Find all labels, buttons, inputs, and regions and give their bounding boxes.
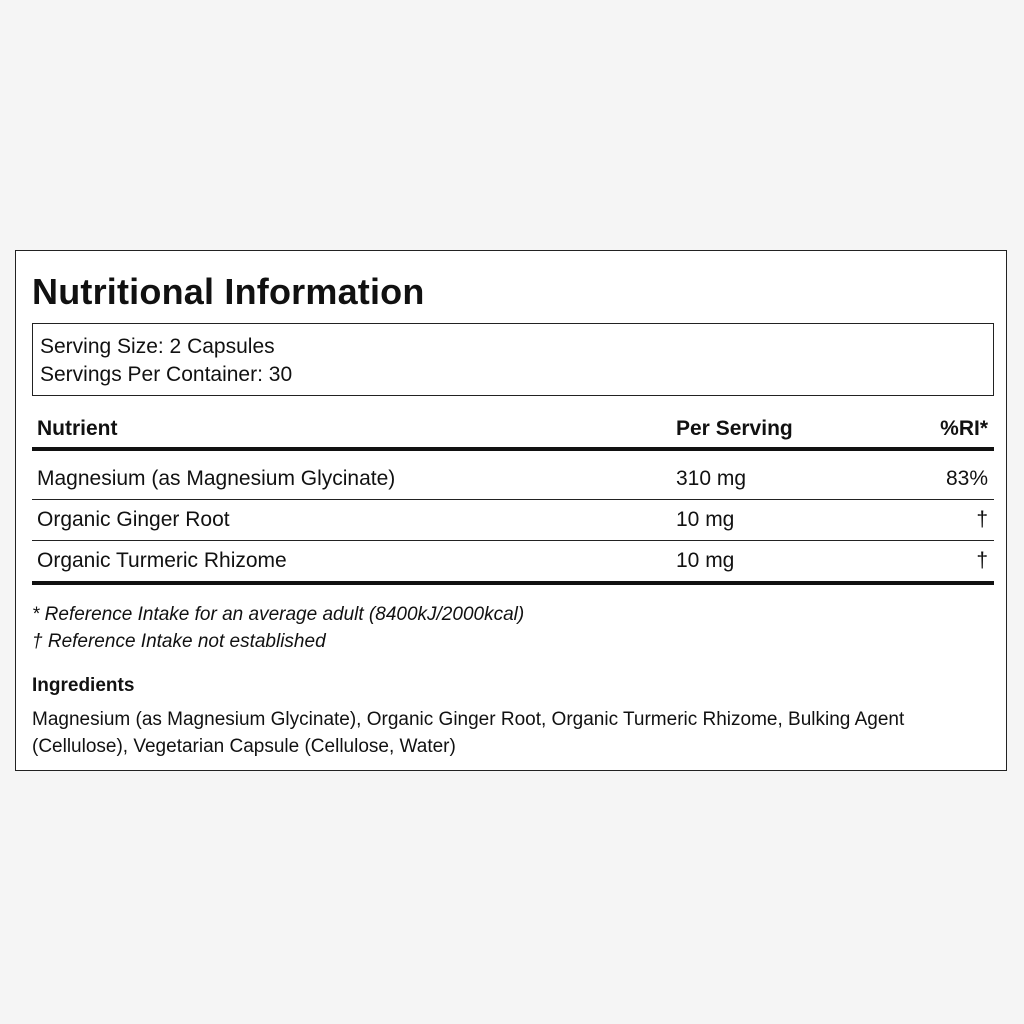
nutrient-name: Organic Turmeric Rhizome (37, 549, 287, 572)
servings-per-container: Servings Per Container: 30 (40, 363, 293, 386)
dagger-footnote: † Reference Intake not established (32, 631, 326, 652)
header-nutrient: Nutrient (37, 417, 118, 440)
nutrient-table (32, 411, 994, 585)
per-serving-value: 10 mg (676, 549, 735, 572)
header-ri: %RI* (940, 417, 988, 440)
ri-footnote: * Reference Intake for an average adult (8400kJ/2000kcal) (32, 604, 525, 625)
per-serving-value: 310 mg (676, 467, 747, 490)
table-header-row (32, 411, 994, 451)
table-row (32, 500, 994, 541)
panel-title: Nutritional Information (32, 271, 425, 312)
ri-value: † (976, 508, 988, 531)
serving-size: Serving Size: 2 Capsules (40, 335, 275, 358)
ri-value: † (976, 549, 988, 572)
nutrient-name: Magnesium (as Magnesium Glycinate) (37, 467, 396, 490)
per-serving-value: 10 mg (676, 508, 735, 531)
nutrient-name: Organic Ginger Root (37, 508, 230, 531)
footnotes (32, 601, 524, 655)
table-row (32, 459, 994, 500)
ingredients-text: Magnesium (as Magnesium Glycinate), Organic Ginger Root, Organic Turmeric Rhizome, Bulking Agent (Cellulose), Vegetarian Capsule (Cellulose, Water) (32, 709, 905, 757)
serving-info-box (32, 323, 994, 396)
ingredients-heading: Ingredients (32, 675, 135, 696)
header-per-serving: Per Serving (676, 417, 793, 440)
nutrition-panel (15, 250, 1007, 771)
table-row (32, 541, 994, 585)
ri-value: 83% (945, 467, 988, 490)
